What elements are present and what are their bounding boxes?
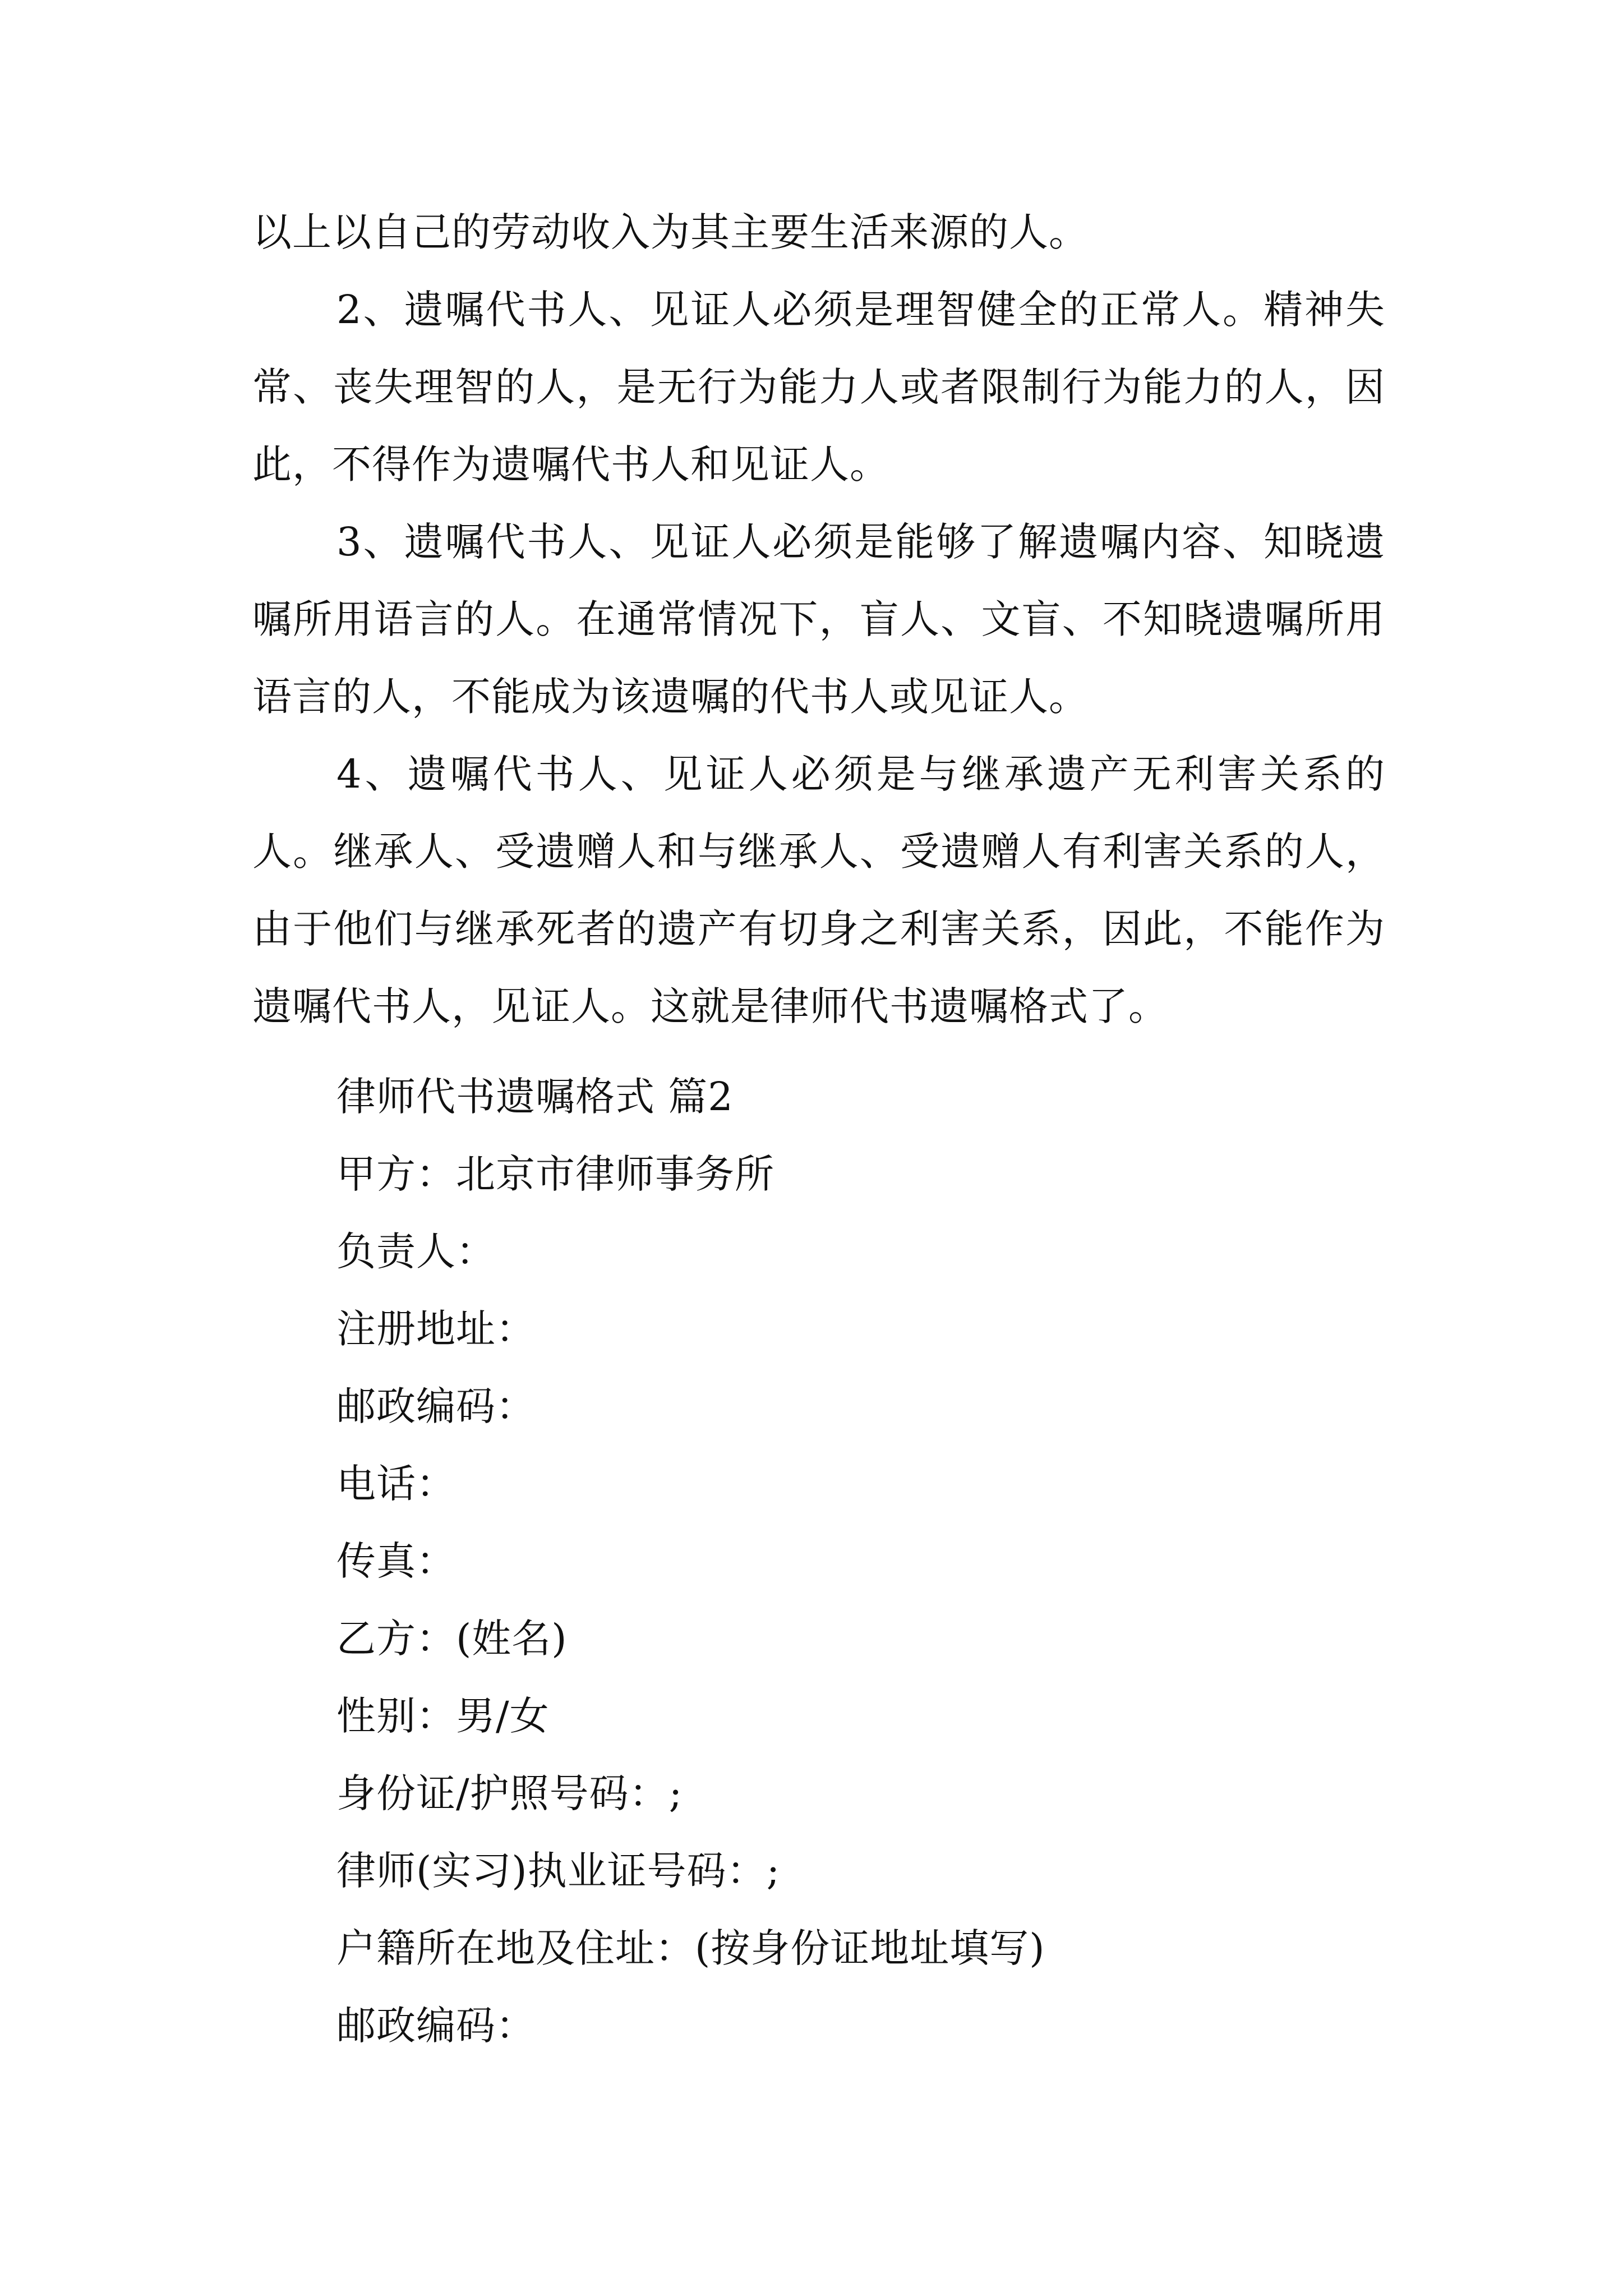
field-responsible-person: 负责人： (336, 1228, 496, 1274)
field-registered-address: 注册地址： (336, 1306, 536, 1352)
paragraph-item-2: 2、遗嘱代书人、见证人必须是理智健全的正常人。精神失常、丧失理智的人，是无行为能力人或者限制行为能力的人，因此，不得作为遗嘱代书人和见证人。 (252, 287, 1385, 487)
paragraph-item-4: 4、遗嘱代书人、见证人必须是与继承遗产无利害关系的人。继承人、受遗赠人和与继承人、受遗赠人有利害关系的人，由于他们与继承死者的遗产有切身之利害关系，因此，不能作为遗嘱代书人，见证人。这就是律师代书遗嘱格式了。 (252, 751, 1385, 1029)
field-postal-code-b: 邮政编码： (336, 2003, 536, 2049)
section-heading: 律师代书遗嘱格式 篇2 (336, 1074, 734, 1120)
field-postal-code: 邮政编码： (336, 1383, 536, 1429)
body-text (252, 194, 1385, 1045)
paragraph-continuation: 以上以自己的劳动收入为其主要生活来源的人。 (252, 209, 1089, 255)
paragraph-item-3: 3、遗嘱代书人、见证人必须是能够了解遗嘱内容、知晓遗嘱所用语言的人。在通常情况下，盲人、文盲、不知晓遗嘱所用语言的人，不能成为该遗嘱的代书人或见证人。 (252, 519, 1385, 720)
field-fax: 传真： (336, 1538, 456, 1584)
field-license-number: 律师(实习)执业证号码：; (336, 1848, 781, 1894)
field-id-passport: 身份证/护照号码：; (336, 1770, 683, 1816)
field-gender: 性别：男/女 (336, 1693, 550, 1739)
field-household-address: 户籍所在地及住址：(按身份证地址填写) (336, 1925, 1045, 1971)
field-party-a: 甲方：北京市律师事务所 (336, 1151, 774, 1197)
field-phone: 电话： (336, 1461, 456, 1507)
contract-field-list (336, 1058, 1385, 2064)
field-party-b: 乙方：(姓名) (336, 1616, 568, 1662)
